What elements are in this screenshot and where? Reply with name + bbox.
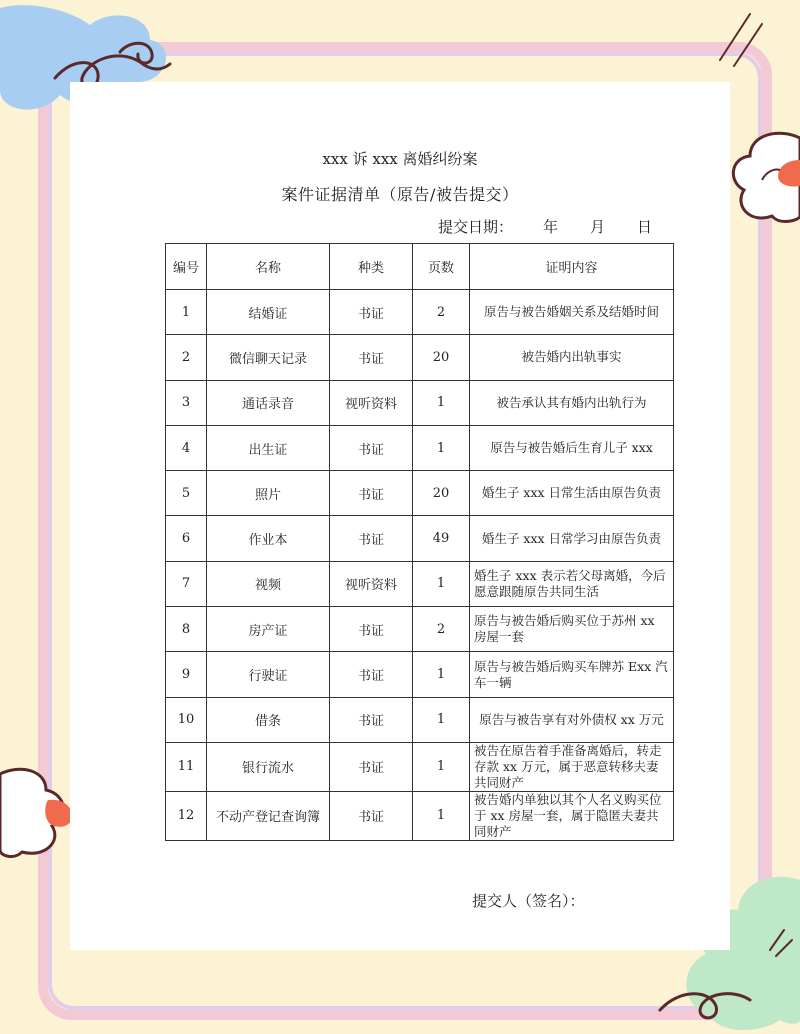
cell-proof: 婚生子 xxx 日常生活由原告负责 [470,471,674,516]
cell-type: 视听资料 [330,380,413,425]
cell-pages: 1 [413,791,470,840]
cell-type: 书证 [330,471,413,516]
table-row [166,791,674,840]
date-month-unit: 月 [590,218,606,236]
header-name: 名称 [207,244,330,290]
table-row [166,607,674,652]
header-no: 编号 [166,244,207,290]
cell-type: 书证 [330,742,413,791]
cell-name: 银行流水 [207,742,330,791]
date-label: 提交日期： [438,218,514,236]
table-header-row [166,244,674,290]
table-row [166,742,674,791]
cell-type: 书证 [330,516,413,561]
cell-name: 结婚证 [207,290,330,335]
date-year-unit: 年 [543,218,559,236]
cell-type: 视听资料 [330,561,413,606]
cell-no: 10 [166,697,207,742]
right-flower-decoration [720,120,800,230]
cell-no: 1 [166,290,207,335]
cell-name: 照片 [207,471,330,516]
cell-proof: 原告与被告婚后购买位于苏州 xx 房屋一套 [470,607,674,652]
header-proof: 证明内容 [470,244,674,290]
cell-proof: 被告在原告着手准备离婚后，转走存款 xx 万元，属于恶意转移夫妻共同财产 [470,742,674,791]
cell-proof: 被告婚内单独以其个人名义购买位于 xx 房屋一套，属于隐匿夫妻共同财产 [470,791,674,840]
table-row [166,697,674,742]
cell-type: 书证 [330,290,413,335]
cell-no: 2 [166,335,207,380]
header-type: 种类 [330,244,413,290]
cell-name: 借条 [207,697,330,742]
cell-name: 微信聊天记录 [207,335,330,380]
list-subtitle: 案件证据清单（原告/被告提交） [281,185,519,204]
cell-no: 11 [166,742,207,791]
cell-proof: 婚生子 xxx 表示若父母离婚，今后愿意跟随原告共同生活 [470,561,674,606]
cell-no: 3 [166,380,207,425]
table-row [166,561,674,606]
cell-pages: 20 [413,335,470,380]
evidence-table [165,243,674,841]
cell-type: 书证 [330,607,413,652]
cell-proof: 被告婚内出轨事实 [470,335,674,380]
cell-proof: 被告承认其有婚内出轨行为 [470,380,674,425]
cell-no: 12 [166,791,207,840]
cell-type: 书证 [330,791,413,840]
cell-pages: 49 [413,516,470,561]
cell-proof: 原告与被告享有对外债权 xx 万元 [470,697,674,742]
cell-name: 通话录音 [207,380,330,425]
cell-proof: 原告与被告婚后购买车牌苏 Exx 汽车一辆 [470,652,674,697]
table-row [166,290,674,335]
header-pages: 页数 [413,244,470,290]
date-day-unit: 日 [637,218,653,236]
cell-proof: 原告与被告婚后生育儿子 xxx [470,425,674,470]
cell-pages: 1 [413,425,470,470]
table-row [166,380,674,425]
cell-no: 6 [166,516,207,561]
cell-no: 8 [166,607,207,652]
cell-proof: 婚生子 xxx 日常学习由原告负责 [470,516,674,561]
table-row [166,471,674,516]
cell-name: 房产证 [207,607,330,652]
cell-name: 作业本 [207,516,330,561]
cell-type: 书证 [330,335,413,380]
cell-pages: 1 [413,380,470,425]
cell-pages: 2 [413,290,470,335]
submission-date [438,216,652,237]
cell-pages: 1 [413,652,470,697]
case-title: xxx 诉 xxx 离婚纠纷案 [322,150,478,168]
cell-pages: 1 [413,697,470,742]
cell-pages: 1 [413,742,470,791]
signature-label: 提交人（签名）： [472,892,585,910]
cell-no: 9 [166,652,207,697]
cell-pages: 2 [413,607,470,652]
cell-pages: 20 [413,471,470,516]
cell-no: 7 [166,561,207,606]
cell-type: 书证 [330,697,413,742]
top-right-sparkle-lines [710,10,770,70]
table-row [166,516,674,561]
cell-no: 5 [166,471,207,516]
left-flower-decoration [0,760,80,860]
cell-pages: 1 [413,561,470,606]
cell-no: 4 [166,425,207,470]
table-row [166,335,674,380]
cell-name: 视频 [207,561,330,606]
cell-proof: 原告与被告婚姻关系及结婚时间 [470,290,674,335]
cell-name: 行驶证 [207,652,330,697]
cell-name: 出生证 [207,425,330,470]
cell-name: 不动产登记查询簿 [207,791,330,840]
cell-type: 书证 [330,652,413,697]
table-row [166,652,674,697]
table-row [166,425,674,470]
cell-type: 书证 [330,425,413,470]
